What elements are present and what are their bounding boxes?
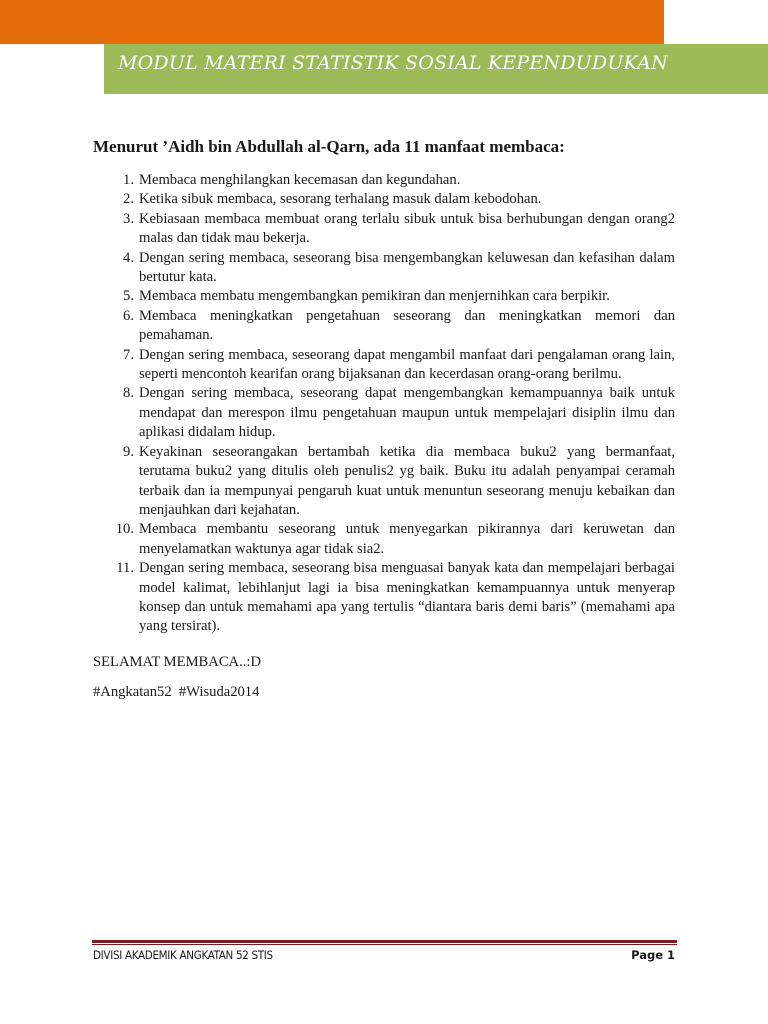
page-number: Page 1 (631, 948, 675, 962)
list-item-number: 8. (123, 385, 134, 402)
closing-text: SELAMAT MEMBACA..:D (93, 653, 261, 670)
list-item-text: Dengan sering membaca, seseorang dapat mengembangkan kemampuannya baik untuk mendapat dan merespon ilmu pengetahuan maupun untuk mempelajari disiplin ilmu dan aplikasi didalam hidup. (139, 385, 675, 441)
list-item (93, 520, 675, 559)
section-heading: Menurut ’Aidh bin Abdullah al-Qarn, ada 11 manfaat membaca: (93, 137, 565, 156)
list-item-text: Keyakinan seseorangakan bertambah ketika dia membaca buku2 yang bermanfaat, terutama buku2 yang ditulis oleh penulis2 yg baik. Buku itu adalah penyampai ceramah terbaik dan ia mempunyai pengaruh kuat untuk menuntun seseorang menuju kebaikan dan menjauhkan dari kejahatan. (139, 443, 675, 518)
footer-organization: DIVISI AKADEMIK ANGKATAN 52 STIS (93, 948, 273, 962)
list-item-text: Membaca meningkatkan pengetahuan seseorang dan meningkatkan memori dan pemahaman. (139, 307, 675, 344)
list-item-text: Dengan sering membaca, seseorang bisa mengembangkan keluwesan dan kefasihan dalam bertutur kata. (139, 249, 675, 286)
list-item-number: 7. (123, 346, 134, 363)
list-item (93, 249, 675, 288)
list-item-number: 9. (123, 443, 134, 460)
list-item (93, 171, 675, 190)
list-item (93, 346, 675, 385)
benefits-list (93, 171, 675, 637)
list-item-number: 4. (123, 249, 134, 266)
list-item-text: Dengan sering membaca, seseorang bisa menguasai banyak kata dan mempelajari berbagai model kalimat, lebihlanjut lagi ia bisa meningkatkan kemampuannya untuk menyerap konsep dan untuk memahami apa yang tertulis “diantara baris demi baris” (memahami apa yang tersirat). (139, 560, 675, 635)
list-item-number: 6. (123, 307, 134, 324)
list-item-text: Membaca menghilangkan kecemasan dan kegundahan. (139, 172, 461, 188)
list-item-number: 1. (123, 172, 134, 188)
list-item-number: 3. (123, 210, 134, 227)
list-item-text: Membaca membantu seseorang untuk menyegarkan pikirannya dari keruwetan dan menyelamatkan waktunya agar tidak sia2. (139, 521, 675, 557)
hashtags: #Angkatan52 #Wisuda2014 (93, 683, 260, 700)
footer-rule-thin (92, 944, 677, 945)
list-item-text: Membaca membatu mengembangkan pemikiran dan menjernihkan cara berpikir. (139, 288, 610, 305)
list-item-number: 11. (116, 560, 134, 577)
list-item (93, 443, 675, 521)
list-item-number: 5. (123, 288, 134, 305)
document-body (93, 137, 675, 701)
list-item (93, 287, 675, 306)
list-item (93, 210, 675, 249)
header-title: MODUL MATERI STATISTIK SOSIAL KEPENDUDUKAN (118, 52, 668, 74)
list-item-text: Ketika sibuk membaca, sesorang terhalang masuk dalam kebodohan. (139, 191, 542, 208)
list-item-number: 2. (123, 191, 134, 208)
header-orange-bar (0, 0, 664, 44)
list-item (93, 190, 675, 209)
footer-rule (92, 940, 677, 943)
list-item (93, 384, 675, 442)
list-item (93, 307, 675, 346)
list-item (93, 559, 675, 637)
list-item-text: Kebiasaan membaca membuat orang terlalu sibuk untuk bisa berhubungan dengan orang2 malas dan tidak mau bekerja. (139, 210, 675, 247)
list-item-text: Dengan sering membaca, seseorang dapat mengambil manfaat dari pengalaman orang lain, seperti mencontoh kearifan orang bijaksanan dan kecerdasan orang-orang berilmu. (139, 346, 675, 383)
list-item-number: 10. (115, 521, 134, 538)
